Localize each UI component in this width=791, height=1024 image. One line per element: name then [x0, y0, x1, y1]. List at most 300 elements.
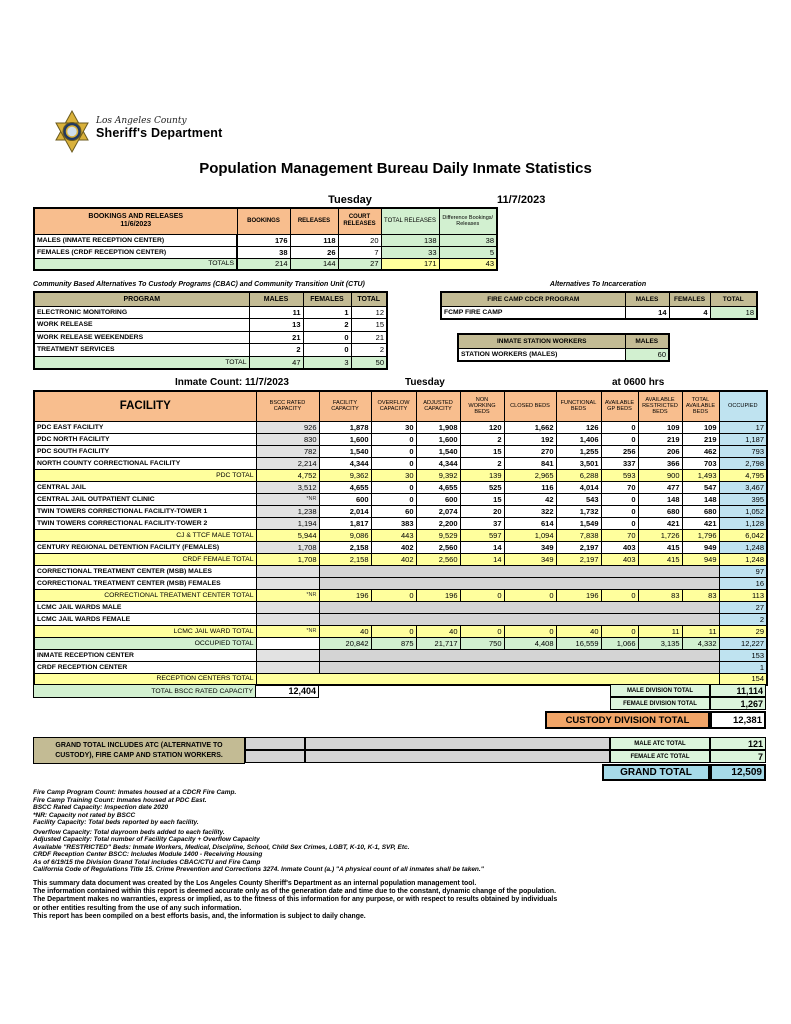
table-cell: 322 — [504, 505, 556, 517]
table-cell: TOTAL — [34, 356, 249, 369]
footnote-line: As of 6/19/15 the Division Grand Total includes CBAC/CTU and Fire Camp — [33, 858, 261, 866]
table-cell: 403 — [601, 553, 638, 565]
custody-division-total-label: CUSTODY DIVISION TOTAL — [545, 711, 710, 729]
column-header: FACILITY CAPACITY — [319, 391, 371, 421]
bscc-total-value: 12,404 — [256, 685, 319, 698]
table-cell: 949 — [682, 553, 719, 565]
count-weekday-label: Tuesday — [405, 377, 445, 388]
table-cell: PDC TOTAL — [34, 469, 256, 481]
table-cell: 1,726 — [638, 529, 682, 541]
table-cell: 4,408 — [504, 637, 556, 649]
female-atc-total-value: 7 — [710, 750, 766, 763]
bookings-subtitle: 11/6/2023 — [120, 221, 152, 229]
table-cell: TWIN TOWERS CORRECTIONAL FACILITY-TOWER 2 — [34, 517, 256, 529]
table-cell: 0 — [504, 625, 556, 637]
table-cell: MALES (INMATE RECEPTION CENTER) — [34, 234, 237, 246]
table-cell: PDC EAST FACILITY — [34, 421, 256, 433]
table-cell: 2,560 — [416, 553, 460, 565]
table-cell: 395 — [719, 493, 767, 505]
disclaimer-line: The information contained within this report is deemed accurate only as of the generation date and time due to the constant, dynamic change of the population. — [33, 888, 556, 896]
date-label: 11/7/2023 — [497, 194, 546, 206]
table-cell: LCMC JAIL WARD TOTAL — [34, 625, 256, 637]
table-row — [34, 481, 767, 493]
table-cell: 15 — [460, 445, 504, 457]
table-row — [34, 331, 387, 344]
table-cell: 949 — [682, 541, 719, 553]
footnote-line: Fire Camp Program Count: Inmates housed at a CDCR Fire Camp. — [33, 789, 237, 796]
table-cell: NORTH COUNTY CORRECTIONAL FACILITY — [34, 457, 256, 469]
table-cell: 403 — [601, 541, 638, 553]
table-cell: 462 — [682, 445, 719, 457]
station-workers-table — [457, 333, 670, 362]
male-atc-total-value: 121 — [710, 737, 766, 750]
table-cell: 0 — [601, 433, 638, 445]
female-division-total-label: FEMALE DIVISION TOTAL — [610, 697, 710, 710]
table-cell: 1,878 — [319, 421, 371, 433]
fire-camp-table — [440, 291, 758, 320]
table-cell: 1,908 — [416, 421, 460, 433]
grand-total-label: GRAND TOTAL — [602, 764, 710, 781]
table-row — [34, 319, 387, 332]
disclaimer-line: This report has been compiled on a best efforts basis, and, the information is subject to daily change. — [33, 912, 366, 920]
disclaimer-line: or other entities resulting from the use of any such information. — [33, 904, 242, 912]
table-cell: RECEPTION CENTERS TOTAL — [34, 673, 256, 685]
table-cell: 40 — [416, 625, 460, 637]
table-cell: 1,600 — [416, 433, 460, 445]
table-cell: 97 — [719, 565, 767, 577]
table-cell: 1,052 — [719, 505, 767, 517]
column-header: AVAILABLE GP BEDS — [601, 391, 638, 421]
footnotes-block — [33, 789, 484, 874]
table-cell: 1,187 — [719, 433, 767, 445]
table-cell: 4,332 — [682, 637, 719, 649]
grand-total-value: 12,509 — [710, 764, 766, 781]
table-cell: 4,655 — [319, 481, 371, 493]
table-cell — [256, 637, 319, 649]
table-row — [34, 577, 767, 589]
table-header-row — [441, 292, 757, 306]
table-cell: 40 — [319, 625, 371, 637]
table-cell: *NR — [256, 589, 319, 601]
table-cell: 33 — [381, 246, 439, 258]
table-cell: 0 — [371, 493, 416, 505]
table-cell: FEMALES (CRDF RECEPTION CENTER) — [34, 246, 237, 258]
table-row — [34, 258, 497, 270]
table-cell: 214 — [237, 258, 290, 270]
table-cell: 1,817 — [319, 517, 371, 529]
table-cell: 477 — [638, 481, 682, 493]
weekday-label: Tuesday — [328, 194, 372, 206]
table-cell: 12 — [351, 306, 387, 319]
table-row — [34, 234, 497, 246]
table-cell: ELECTRONIC MONITORING — [34, 306, 249, 319]
table-cell: 196 — [556, 589, 601, 601]
custody-division-total-value: 12,381 — [710, 711, 766, 729]
table-cell: 42 — [504, 493, 556, 505]
table-cell: WORK RELEASE WEEKENDERS — [34, 331, 249, 344]
table-cell: 256 — [601, 445, 638, 457]
table-cell: 7 — [338, 246, 381, 258]
table-cell: 109 — [682, 421, 719, 433]
table-cell: 43 — [439, 258, 497, 270]
table-cell: 443 — [371, 529, 416, 541]
table-cell: 4,752 — [256, 469, 319, 481]
table-cell: 0 — [601, 589, 638, 601]
table-cell: CRDF FEMALE TOTAL — [34, 553, 256, 565]
table-cell: 793 — [719, 445, 767, 457]
table-cell: 1,248 — [719, 553, 767, 565]
table-cell: 703 — [682, 457, 719, 469]
table-cell: 138 — [381, 234, 439, 246]
table-row — [34, 493, 767, 505]
column-header: PROGRAM — [34, 292, 249, 306]
table-cell: 192 — [504, 433, 556, 445]
table-cell: CORRECTIONAL TREATMENT CENTER (MSB) MALES — [34, 565, 256, 577]
table-cell: OCCUPIED TOTAL — [34, 637, 256, 649]
table-cell: 109 — [638, 421, 682, 433]
table-row — [34, 517, 767, 529]
table-cell: 196 — [416, 589, 460, 601]
table-cell — [319, 649, 719, 661]
column-header: INMATE STATION WORKERS — [458, 334, 625, 348]
table-cell: 37 — [460, 517, 504, 529]
table-cell: 1 — [719, 661, 767, 673]
table-cell — [319, 661, 719, 673]
table-cell: 0 — [371, 625, 416, 637]
table-cell: *NR — [256, 625, 319, 637]
table-cell — [319, 577, 719, 589]
gray-filler-cell — [245, 750, 305, 763]
disclaimer-line: This summary data document was created by the Los Angeles County Sheriff's Department as an internal population management tool. — [33, 880, 477, 887]
column-header: BOOKINGS — [237, 208, 290, 234]
male-atc-total-label: MALE ATC TOTAL — [610, 737, 710, 750]
table-cell: 12,227 — [719, 637, 767, 649]
table-cell: TOTALS — [34, 258, 237, 270]
column-header: FIRE CAMP CDCR PROGRAM — [441, 292, 625, 306]
table-cell: STATION WORKERS (MALES) — [458, 348, 625, 361]
table-cell: 144 — [290, 258, 338, 270]
table-row — [34, 344, 387, 357]
table-cell: 30 — [371, 469, 416, 481]
table-cell: 680 — [682, 505, 719, 517]
table-cell: 597 — [460, 529, 504, 541]
table-cell: 60 — [625, 348, 669, 361]
cbac-table — [33, 291, 388, 370]
table-cell — [256, 601, 319, 613]
table-cell — [256, 577, 319, 589]
table-cell: 219 — [638, 433, 682, 445]
table-cell: 126 — [556, 421, 601, 433]
table-cell: TWIN TOWERS CORRECTIONAL FACILITY-TOWER 1 — [34, 505, 256, 517]
table-cell: 153 — [719, 649, 767, 661]
table-cell: FCMP FIRE CAMP — [441, 306, 625, 319]
table-cell: CENTRAL JAIL OUTPATIENT CLINIC — [34, 493, 256, 505]
table-cell: 50 — [351, 356, 387, 369]
table-cell: 3 — [303, 356, 351, 369]
male-division-total-value: 11,114 — [710, 684, 766, 697]
column-header: OVERFLOW CAPACITY — [371, 391, 416, 421]
table-cell: 15 — [460, 493, 504, 505]
table-row — [34, 445, 767, 457]
table-cell: 2,798 — [719, 457, 767, 469]
table-cell — [319, 601, 719, 613]
table-cell: 600 — [319, 493, 371, 505]
table-cell: 9,529 — [416, 529, 460, 541]
table-cell: PDC NORTH FACILITY — [34, 433, 256, 445]
cbac-section-title: Community Based Alternatives To Custody Programs (CBAC) and Community Transition Unit (CTU) — [33, 281, 365, 288]
table-cell: 1,128 — [719, 517, 767, 529]
table-cell: 13 — [249, 319, 303, 332]
table-cell: 26 — [290, 246, 338, 258]
table-cell: 2,014 — [319, 505, 371, 517]
footnote-line: Facility Capacity: Total beds reported by each facility. — [33, 819, 199, 826]
count-time-label: at 0600 hrs — [612, 377, 665, 388]
table-cell: 525 — [460, 481, 504, 493]
footnote-line: Overflow Capacity: Total dayroom beds added to each facility. — [33, 828, 225, 836]
table-cell: 0 — [601, 625, 638, 637]
facility-statistics-table — [33, 390, 768, 686]
table-cell: 3,512 — [256, 481, 319, 493]
footnote-line: California Code of Regulations Title 15. Crime Prevention and Corrections 3274. Inmate Count (a.) "A physical count of all inmates shall be taken." — [33, 866, 484, 873]
table-cell: *NR — [256, 493, 319, 505]
table-cell: 70 — [601, 481, 638, 493]
table-cell: 9,392 — [416, 469, 460, 481]
table-cell — [256, 565, 319, 577]
table-cell: 1,540 — [416, 445, 460, 457]
table-cell: 5 — [439, 246, 497, 258]
table-cell: 176 — [237, 234, 290, 246]
table-cell: 0 — [371, 589, 416, 601]
table-cell: 4,795 — [719, 469, 767, 481]
table-row — [34, 306, 387, 319]
table-cell: 16,559 — [556, 637, 601, 649]
table-cell: 1,194 — [256, 517, 319, 529]
table-cell: 20 — [338, 234, 381, 246]
table-cell: PDC SOUTH FACILITY — [34, 445, 256, 457]
table-row — [34, 541, 767, 553]
table-cell: 2,200 — [416, 517, 460, 529]
table-cell — [256, 649, 319, 661]
footnote-line: BSCC Rated Capacity: Inspection date 2020 — [33, 804, 169, 811]
table-cell: 30 — [371, 421, 416, 433]
table-cell: 2,214 — [256, 457, 319, 469]
table-cell: 1,796 — [682, 529, 719, 541]
column-header: COURT RELEASES — [338, 208, 381, 234]
table-cell: 1,732 — [556, 505, 601, 517]
table-cell: CORRECTIONAL TREATMENT CENTER TOTAL — [34, 589, 256, 601]
table-cell: 14 — [460, 541, 504, 553]
table-cell: 21 — [249, 331, 303, 344]
table-row — [34, 685, 319, 698]
table-cell: 154 — [719, 673, 767, 685]
female-division-total-value: 1,267 — [710, 697, 766, 710]
table-cell: 0 — [371, 433, 416, 445]
table-cell: 2 — [460, 457, 504, 469]
table-header-row — [34, 292, 387, 306]
page-title: Population Management Bureau Daily Inmate Statistics — [199, 160, 592, 177]
footnote-line: Fire Camp Training Count: Inmates housed at PDC East. — [33, 796, 207, 804]
table-cell: 14 — [625, 306, 669, 319]
table-cell: 1,255 — [556, 445, 601, 457]
table-cell: 20 — [460, 505, 504, 517]
table-cell: TREATMENT SERVICES — [34, 344, 249, 357]
table-cell: 1,248 — [719, 541, 767, 553]
table-cell: 9,086 — [319, 529, 371, 541]
table-cell: 6,042 — [719, 529, 767, 541]
table-cell: 9,362 — [319, 469, 371, 481]
table-row — [34, 625, 767, 637]
table-cell: 0 — [371, 481, 416, 493]
male-division-total-label: MALE DIVISION TOTAL — [610, 684, 710, 697]
table-cell: 11 — [638, 625, 682, 637]
table-cell: 20,842 — [319, 637, 371, 649]
inmate-count-label: Inmate Count: 11/7/2023 — [175, 377, 289, 388]
table-header-row — [458, 334, 669, 348]
table-cell: 1,708 — [256, 553, 319, 565]
table-cell: 2 — [303, 319, 351, 332]
column-header-occupied: OCCUPIED — [719, 391, 767, 421]
table-cell — [256, 613, 319, 625]
table-header-row — [34, 208, 497, 234]
table-cell: 1,540 — [319, 445, 371, 457]
table-cell: 614 — [504, 517, 556, 529]
table-cell: 2,560 — [416, 541, 460, 553]
grand-total-note-line1: GRAND TOTAL INCLUDES ATC (ALTERNATIVE TO — [55, 742, 223, 750]
bscc-total-table — [33, 684, 319, 698]
table-cell: LCMC JAIL WARDS FEMALE — [34, 613, 256, 625]
table-cell: 383 — [371, 517, 416, 529]
table-cell: WORK RELEASE — [34, 319, 249, 332]
bookings-releases-table — [33, 207, 498, 271]
table-cell: 3,501 — [556, 457, 601, 469]
table-cell: 1,094 — [504, 529, 556, 541]
table-row — [34, 469, 767, 481]
gray-filler-cell — [305, 750, 610, 763]
table-cell: 18 — [710, 306, 757, 319]
table-cell: 2,197 — [556, 553, 601, 565]
table-cell — [319, 613, 719, 625]
table-cell: 206 — [638, 445, 682, 457]
table-row — [34, 637, 767, 649]
alternatives-section-title: Alternatives To Incarceration — [549, 281, 647, 288]
table-cell: CENTURY REGIONAL DETENTION FACILITY (FEMALES) — [34, 541, 256, 553]
footnote-line: Available "RESTRICTED" Beds: Inmate Workers, Medical, Discipline, School, Child Sex Crimes, LGBT, K-10, K-1, SVP, Etc. — [33, 843, 410, 851]
table-cell — [256, 661, 319, 673]
column-header: TOTAL — [710, 292, 757, 306]
column-header-facility: FACILITY — [34, 391, 256, 421]
table-cell: 83 — [682, 589, 719, 601]
table-row — [34, 553, 767, 565]
table-cell: 4,344 — [416, 457, 460, 469]
table-cell: 113 — [719, 589, 767, 601]
column-header: TOTAL RELEASES — [381, 208, 439, 234]
table-cell: 349 — [504, 541, 556, 553]
table-cell: 680 — [638, 505, 682, 517]
table-cell: 415 — [638, 553, 682, 565]
column-header: ADJUSTED CAPACITY — [416, 391, 460, 421]
table-cell: 0 — [601, 505, 638, 517]
column-header: AVAILABLE RESTRICTED BEDS — [638, 391, 682, 421]
table-cell: 11 — [682, 625, 719, 637]
table-cell: 148 — [682, 493, 719, 505]
table-cell: 16 — [719, 577, 767, 589]
table-cell: 270 — [504, 445, 556, 457]
table-cell: 1,238 — [256, 505, 319, 517]
table-cell: 0 — [460, 625, 504, 637]
table-cell: 0 — [601, 493, 638, 505]
table-cell: 0 — [371, 457, 416, 469]
table-header-row — [34, 391, 767, 421]
table-cell: 11 — [249, 306, 303, 319]
table-cell: 926 — [256, 421, 319, 433]
table-cell: CORRECTIONAL TREATMENT CENTER (MSB) FEMALES — [34, 577, 256, 589]
table-cell: INMATE RECEPTION CENTER — [34, 649, 256, 661]
table-cell: 116 — [504, 481, 556, 493]
footnote-line: Adjusted Capacity: Total number of Facility Capacity + Overflow Capacity — [33, 836, 260, 843]
table-cell: 47 — [249, 356, 303, 369]
table-row — [34, 421, 767, 433]
table-cell: 415 — [638, 541, 682, 553]
table-cell: 139 — [460, 469, 504, 481]
table-row — [34, 457, 767, 469]
table-cell: 2,074 — [416, 505, 460, 517]
table-cell: 0 — [601, 421, 638, 433]
table-cell: 21,717 — [416, 637, 460, 649]
column-header: BSCC RATED CAPACITY — [256, 391, 319, 421]
table-cell: 40 — [556, 625, 601, 637]
table-cell: 4,344 — [319, 457, 371, 469]
table-row — [34, 529, 767, 541]
table-row — [34, 601, 767, 613]
table-row — [34, 589, 767, 601]
bscc-total-label: TOTAL BSCC RATED CAPACITY — [34, 685, 256, 698]
table-row — [34, 433, 767, 445]
column-header: TOTAL AVAILABLE BEDS — [682, 391, 719, 421]
table-cell: 2 — [351, 344, 387, 357]
column-header: MALES — [249, 292, 303, 306]
table-cell: 0 — [303, 344, 351, 357]
table-cell: 830 — [256, 433, 319, 445]
table-cell: 118 — [290, 234, 338, 246]
table-cell: 70 — [601, 529, 638, 541]
table-cell: 29 — [719, 625, 767, 637]
table-cell: 1,549 — [556, 517, 601, 529]
table-cell: 2 — [249, 344, 303, 357]
table-cell: 349 — [504, 553, 556, 565]
table-cell: 421 — [682, 517, 719, 529]
county-script-label: Los Angeles County — [96, 116, 187, 126]
column-header: CLOSED BEDS — [504, 391, 556, 421]
table-row — [34, 565, 767, 577]
table-cell: 593 — [601, 469, 638, 481]
table-cell: 148 — [638, 493, 682, 505]
sheriff-star-icon — [52, 110, 92, 159]
bookings-title: BOOKINGS AND RELEASES — [88, 212, 184, 220]
table-cell: 547 — [682, 481, 719, 493]
table-cell: 7,838 — [556, 529, 601, 541]
grand-total-note — [33, 737, 245, 764]
table-cell: CRDF RECEPTION CENTER — [34, 661, 256, 673]
column-header: FEMALES — [669, 292, 710, 306]
table-cell: LCMC JAIL WARDS MALE — [34, 601, 256, 613]
table-cell: 3,135 — [638, 637, 682, 649]
table-cell: 0 — [460, 589, 504, 601]
column-header: NON WORKING BEDS — [460, 391, 504, 421]
table-cell: 2,965 — [504, 469, 556, 481]
table-cell: 600 — [416, 493, 460, 505]
table-cell: CJ & TTCF MALE TOTAL — [34, 529, 256, 541]
table-cell: 337 — [601, 457, 638, 469]
